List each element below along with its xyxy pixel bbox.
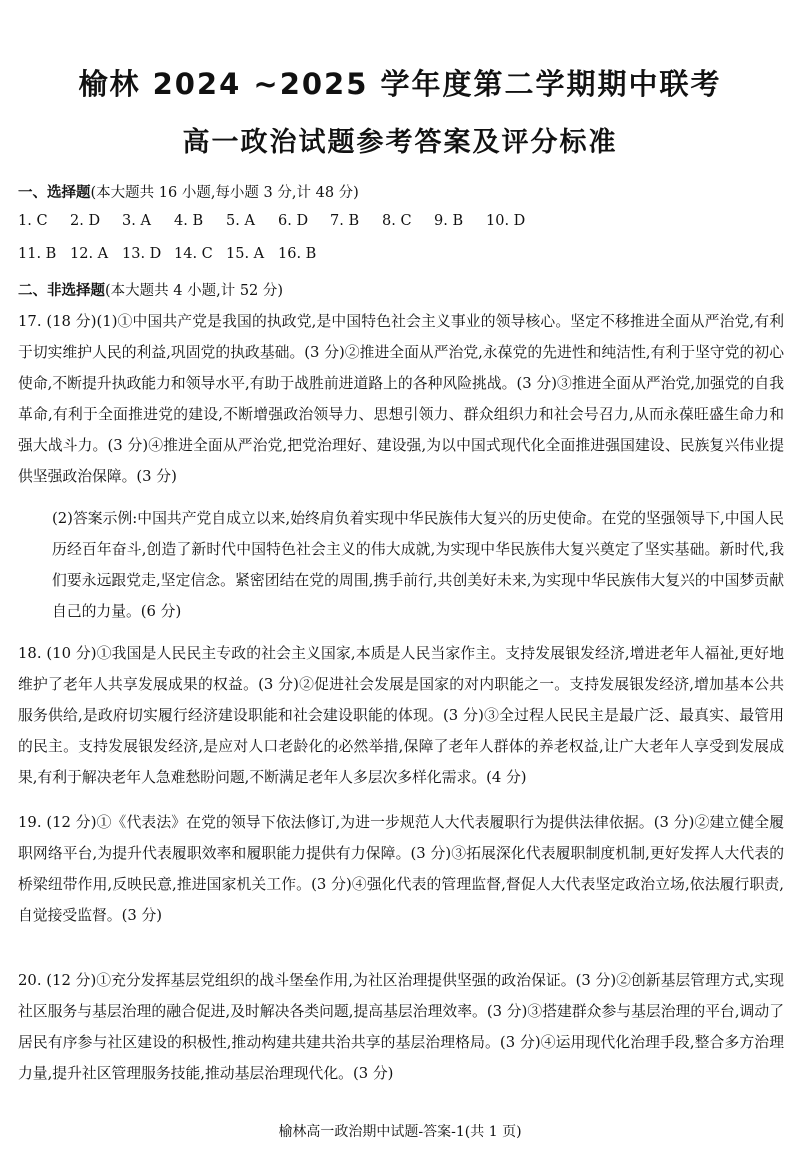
section-multiple-choice-heading	[18, 181, 359, 202]
answer-item: 15. A	[226, 246, 265, 262]
answer-item: 16. B	[278, 246, 317, 262]
answer-item: 1. C	[18, 213, 48, 229]
question-17-part-1: 17. (18 分)(1)①中国共产党是我国的执政党,是中国特色社会主义事业的领导核心。坚定不移推进全面从严治党,有利于切实维护人民的利益,巩固党的执政基础。(3 分)②推进全面从严治党,永葆党的先进性和纯洁性,有利于坚守党的初心使命,不断提升执政能力和领导水平,有助于战胜前进道路上的各种风险挑战。(3 分)③推进全面从严治党,加强党的自我革命,有利于全面推进党的建设,不断增强政治领导力、思想引领力、群众组织力和社会号召力,从而永葆旺盛生命力和强大战斗力。(3 分)④推进全面从严治党,把党治理好、建设强,为以中国式现代化全面推进强国建设、民族复兴伟业提供坚强政治保障。(3 分)	[18, 313, 784, 485]
page-subtitle: 高一政治试题参考答案及评分标准	[182, 127, 618, 158]
answer-item: 10. D	[486, 213, 526, 229]
answer-item: 12. A	[70, 246, 109, 262]
answer-item: 5. A	[226, 213, 255, 229]
answer-item: 13. D	[122, 246, 162, 262]
answer-item: 3. A	[122, 213, 151, 229]
answer-item: 14. C	[174, 246, 213, 262]
answer-item: 11. B	[18, 246, 57, 262]
answer-row-1	[18, 213, 538, 229]
answer-item: 8. C	[382, 213, 412, 229]
question-19: 19. (12 分)①《代表法》在党的领导下依法修订,为进一步规范人大代表履职行为提供法律依据。(3 分)②建立健全履职网络平台,为提升代表履职效率和履职能力提供有力保障。(3 分)③拓展深化代表履职制度机制,更好发挥人大代表的桥梁纽带作用,反映民意,推进国家机关工作。(3 分)④强化代表的管理监督,督促人大代表坚定政治立场,依法履行职责,自觉接受监督。(3 分)	[18, 814, 784, 924]
answer-item: 6. D	[278, 213, 309, 229]
section-note: (本大题共 16 小题,每小题 3 分,计 48 分)	[90, 185, 359, 201]
answer-item: 9. B	[434, 213, 464, 229]
question-17-part-2-text: (2)答案示例:中国共产党自成立以来,始终肩负着实现中华民族伟大复兴的历史使命。在党的坚强领导下,中国人民历经百年奋斗,创造了新时代中国特色社会主义的伟大成就,为实现中华民族伟大复兴奠定了坚实基础。新时代,我们要永远跟党走,坚定信念。紧密团结在党的周围,携手前行,共创美好未来,为实现中华民族伟大复兴的中国梦贡献自己的力量。(6 分)	[52, 510, 784, 620]
answer-item: 4. B	[174, 213, 204, 229]
answer-item: 7. B	[330, 213, 360, 229]
page-title: 榆林 2024 ~2025 学年度第二学期期中联考	[78, 67, 722, 101]
section-open-questions-heading	[18, 279, 283, 300]
question-18: 18. (10 分)①我国是人民民主专政的社会主义国家,本质是人民当家作主。支持发展银发经济,增进老年人福祉,更好地维护了老年人共享发展成果的权益。(3 分)②促进社会发展是国家的对内职能之一。支持发展银发经济,增加基本公共服务供给,是政府切实履行经济建设职能和社会建设职能的体现。(3 分)③全过程人民民主是最广泛、最真实、最管用的民主。支持发展银发经济,是应对人口老龄化的必然举措,保障了老年人群体的养老权益,让广大老年人享受到发展成果,有利于解决老年人急难愁盼问题,不断满足老年人多层次多样化需求。(4 分)	[18, 645, 784, 786]
section-title: 二、非选择题	[18, 282, 105, 299]
page-footer: 榆林高一政治期中试题-答案-1(共 1 页)	[278, 1124, 522, 1140]
answer-item: 2. D	[70, 213, 101, 229]
answer-row-2	[18, 246, 330, 262]
section-note: (本大题共 4 小题,计 52 分)	[105, 283, 284, 299]
question-17-part-2	[18, 503, 784, 627]
section-title: 一、选择题	[18, 184, 91, 201]
question-20: 20. (12 分)①充分发挥基层党组织的战斗堡垒作用,为社区治理提供坚强的政治保证。(3 分)②创新基层管理方式,实现社区服务与基层治理的融合促进,及时解决各类问题,提高基层治理效率。(3 分)③搭建群众参与基层治理的平台,调动了居民有序参与社区建设的积极性,推动构建共建共治共享的基层治理格局。(3 分)④运用现代化治理手段,整合多方治理力量,提升社区管理服务技能,推动基层治理现代化。(3 分)	[18, 972, 784, 1082]
